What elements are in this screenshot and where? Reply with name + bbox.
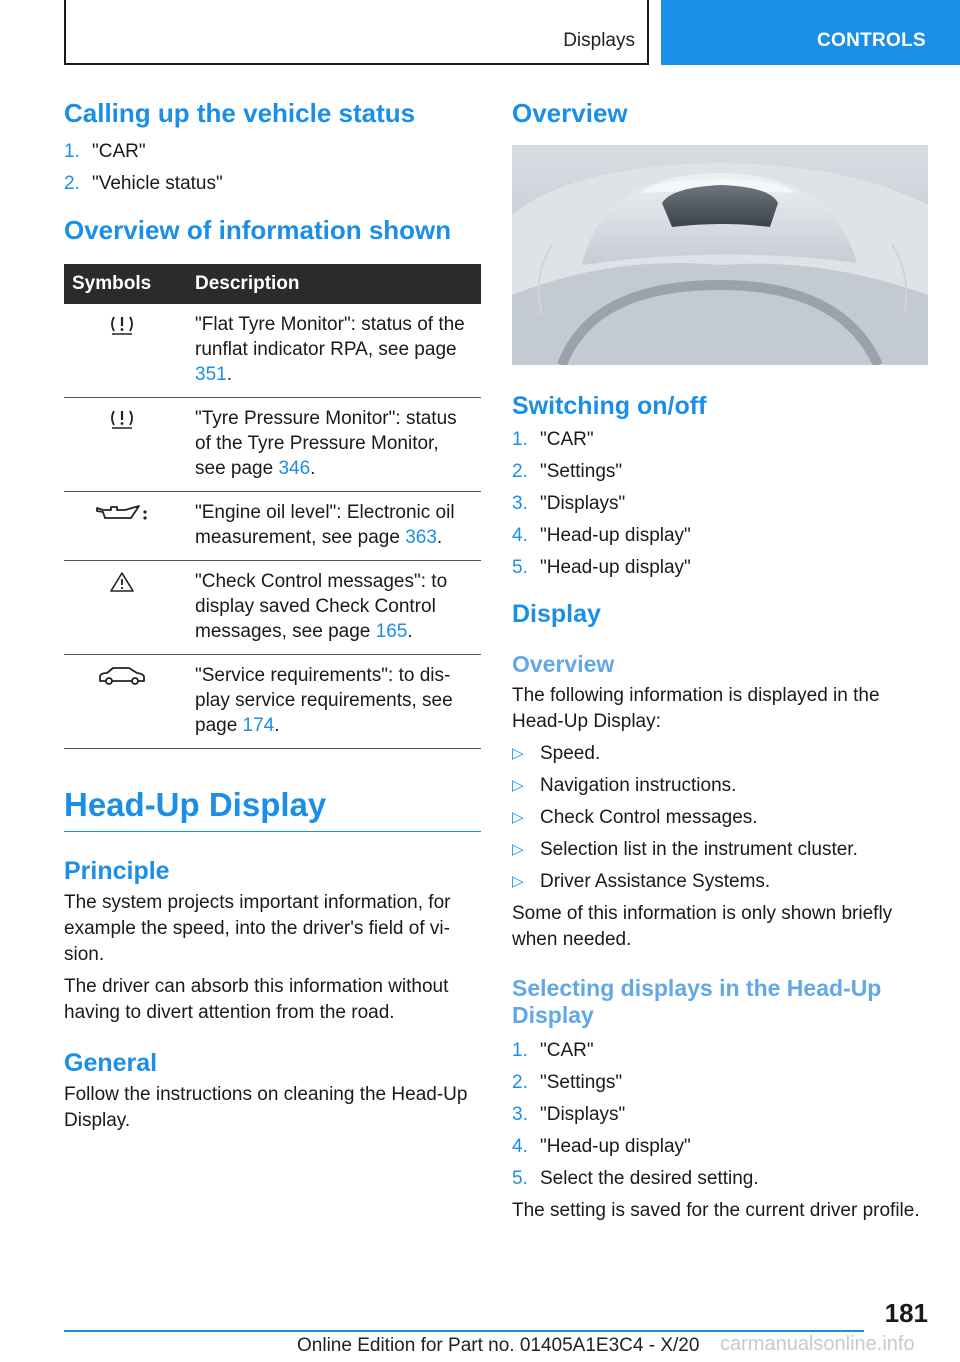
col-description-header: Description bbox=[187, 264, 481, 304]
list-item bbox=[512, 773, 928, 799]
step-number: 1. bbox=[512, 429, 528, 451]
watermark: carmanualsonline.info bbox=[720, 1333, 915, 1355]
step-number: 4. bbox=[512, 525, 528, 547]
step-number: 3. bbox=[512, 1103, 528, 1125]
header-chapter-tab[interactable] bbox=[661, 0, 960, 65]
switching-steps bbox=[512, 427, 928, 581]
step-number: 1. bbox=[512, 1039, 528, 1061]
list-item bbox=[512, 1134, 928, 1160]
description-text: "Engine oil level": Electronic oil measurement, see page bbox=[195, 502, 455, 549]
step-text: "CAR" bbox=[92, 141, 146, 163]
step-text: "Head-up display" bbox=[540, 557, 691, 579]
footer-divider bbox=[64, 1330, 864, 1332]
item-text: Navigation instructions. bbox=[540, 774, 737, 796]
table-row bbox=[64, 492, 481, 561]
step-text: Select the desired setting. bbox=[540, 1167, 759, 1189]
description-text: "Tyre Pressure Monitor": status of the Tyre Pressure Monitor, see page bbox=[195, 408, 457, 480]
selecting-title: Selecting displays in the Head-Up Display bbox=[512, 974, 882, 1029]
list-item bbox=[512, 837, 928, 863]
step-number: 1. bbox=[64, 141, 80, 163]
table-row bbox=[64, 655, 481, 749]
calling-up-steps bbox=[64, 139, 481, 197]
header-section-title: Displays bbox=[563, 30, 635, 51]
description-end: . bbox=[407, 621, 413, 643]
item-text: Driver Assistance Systems. bbox=[540, 870, 771, 892]
header-chapter-label: CONTROLS bbox=[816, 30, 926, 51]
step-text: "Settings" bbox=[540, 1071, 623, 1093]
symbol-cell bbox=[64, 655, 187, 749]
description-cell bbox=[187, 561, 481, 655]
info-table bbox=[64, 264, 481, 749]
oil-can-icon bbox=[95, 502, 149, 524]
step-text: "Head-up display" bbox=[540, 1135, 691, 1157]
tyre-pressure-warning-icon bbox=[108, 408, 136, 430]
step-text: "Settings" bbox=[540, 461, 623, 483]
description-end: . bbox=[274, 715, 280, 737]
header-section-box bbox=[64, 0, 649, 65]
list-item bbox=[512, 491, 928, 517]
step-number: 2. bbox=[512, 1071, 528, 1093]
display-intro: The following information is displayed in the Head-Up Display: bbox=[512, 684, 880, 732]
principle-paragraph-2: The driver can absorb this information without having to divert attention from the road. bbox=[64, 975, 449, 1023]
triangle-bullet-icon: ▷ bbox=[512, 744, 524, 762]
symbol-cell bbox=[64, 304, 187, 398]
step-number: 4. bbox=[512, 1135, 528, 1157]
step-text: "CAR" bbox=[540, 429, 594, 451]
list-item bbox=[512, 459, 928, 485]
step-text: "CAR" bbox=[540, 1039, 594, 1061]
list-item bbox=[512, 1166, 928, 1192]
description-text: "Check Control messages": to display saved Check Control messages, see page bbox=[195, 571, 448, 643]
selecting-steps bbox=[512, 1038, 928, 1192]
list-item bbox=[512, 523, 928, 549]
right-column bbox=[512, 98, 928, 1224]
principle-paragraph-1: The system projects important information, for example the speed, into the driver's field of vi‐sion. bbox=[64, 891, 451, 965]
page-number: 181 bbox=[884, 1298, 928, 1328]
step-number: 3. bbox=[512, 493, 528, 515]
table-header-row bbox=[64, 264, 481, 304]
symbol-cell bbox=[64, 492, 187, 561]
triangle-bullet-icon: ▷ bbox=[512, 840, 524, 858]
list-item bbox=[512, 741, 928, 767]
symbol-cell bbox=[64, 398, 187, 492]
list-item bbox=[64, 139, 481, 165]
edition-text: Online Edition for Part no. 01405A1E3C4 - X/20 bbox=[297, 1335, 700, 1356]
page-link[interactable]: 174 bbox=[242, 715, 275, 737]
list-item bbox=[64, 171, 481, 197]
triangle-bullet-icon: ▷ bbox=[512, 808, 524, 826]
description-cell bbox=[187, 304, 481, 398]
list-item bbox=[512, 427, 928, 453]
table-row bbox=[64, 561, 481, 655]
overview-title: Overview bbox=[512, 98, 628, 128]
hud-dashboard-photo bbox=[512, 145, 928, 365]
table-row bbox=[64, 398, 481, 492]
step-text: "Head-up display" bbox=[540, 525, 691, 547]
list-item bbox=[512, 869, 928, 895]
item-text: Speed. bbox=[540, 742, 601, 764]
list-item bbox=[512, 805, 928, 831]
switching-title: Switching on/off bbox=[512, 392, 707, 421]
step-number: 2. bbox=[64, 173, 80, 195]
display-note: Some of this information is only shown briefly when needed. bbox=[512, 902, 893, 950]
table-row bbox=[64, 304, 481, 398]
triangle-bullet-icon: ▷ bbox=[512, 776, 524, 794]
step-text: "Vehicle status" bbox=[92, 173, 223, 195]
overview-info-title: Overview of information shown bbox=[64, 215, 452, 246]
step-text: "Displays" bbox=[540, 493, 626, 515]
page-link[interactable]: 351 bbox=[195, 364, 227, 386]
description-text: "Flat Tyre Monitor": status of the runflat indicator RPA, see page bbox=[195, 314, 465, 361]
description-cell bbox=[187, 655, 481, 749]
general-title: General bbox=[64, 1048, 158, 1077]
list-item bbox=[512, 555, 928, 581]
description-end: . bbox=[310, 458, 316, 480]
step-number: 2. bbox=[512, 461, 528, 483]
list-item bbox=[512, 1038, 928, 1064]
description-cell bbox=[187, 492, 481, 561]
list-item bbox=[512, 1070, 928, 1096]
left-column bbox=[64, 98, 481, 1134]
description-text: "Service requirements": to dis‐play service requirements, see page bbox=[195, 665, 453, 737]
display-overview-title: Overview bbox=[512, 651, 615, 678]
symbol-cell bbox=[64, 561, 187, 655]
display-title: Display bbox=[512, 600, 601, 629]
description-cell bbox=[187, 398, 481, 492]
step-number: 5. bbox=[512, 557, 528, 579]
hud-title: Head-Up Display bbox=[64, 785, 481, 832]
warning-triangle-icon bbox=[109, 571, 135, 593]
description-end: . bbox=[226, 364, 232, 386]
step-number: 5. bbox=[512, 1167, 528, 1189]
description-end: . bbox=[436, 527, 443, 549]
display-items-list bbox=[512, 741, 928, 895]
page-link[interactable]: 165 bbox=[375, 621, 408, 643]
flat-tyre-warning-icon bbox=[108, 314, 136, 336]
page-link[interactable]: 346 bbox=[278, 458, 311, 480]
selecting-note: The setting is saved for the current driver profile. bbox=[512, 1199, 920, 1221]
list-item bbox=[512, 1102, 928, 1128]
page-link[interactable]: 363 bbox=[405, 527, 437, 549]
item-text: Selection list in the instrument cluster. bbox=[540, 838, 858, 860]
triangle-bullet-icon: ▷ bbox=[512, 872, 524, 890]
item-text: Check Control messages. bbox=[540, 806, 758, 828]
step-text: "Displays" bbox=[540, 1103, 626, 1125]
col-symbols-header: Symbols bbox=[64, 264, 187, 304]
calling-up-title: Calling up the vehicle status bbox=[64, 98, 416, 128]
service-car-icon bbox=[97, 665, 147, 687]
general-paragraph: Follow the instructions on cleaning the Head-Up Display. bbox=[64, 1083, 468, 1131]
principle-title: Principle bbox=[64, 856, 170, 885]
